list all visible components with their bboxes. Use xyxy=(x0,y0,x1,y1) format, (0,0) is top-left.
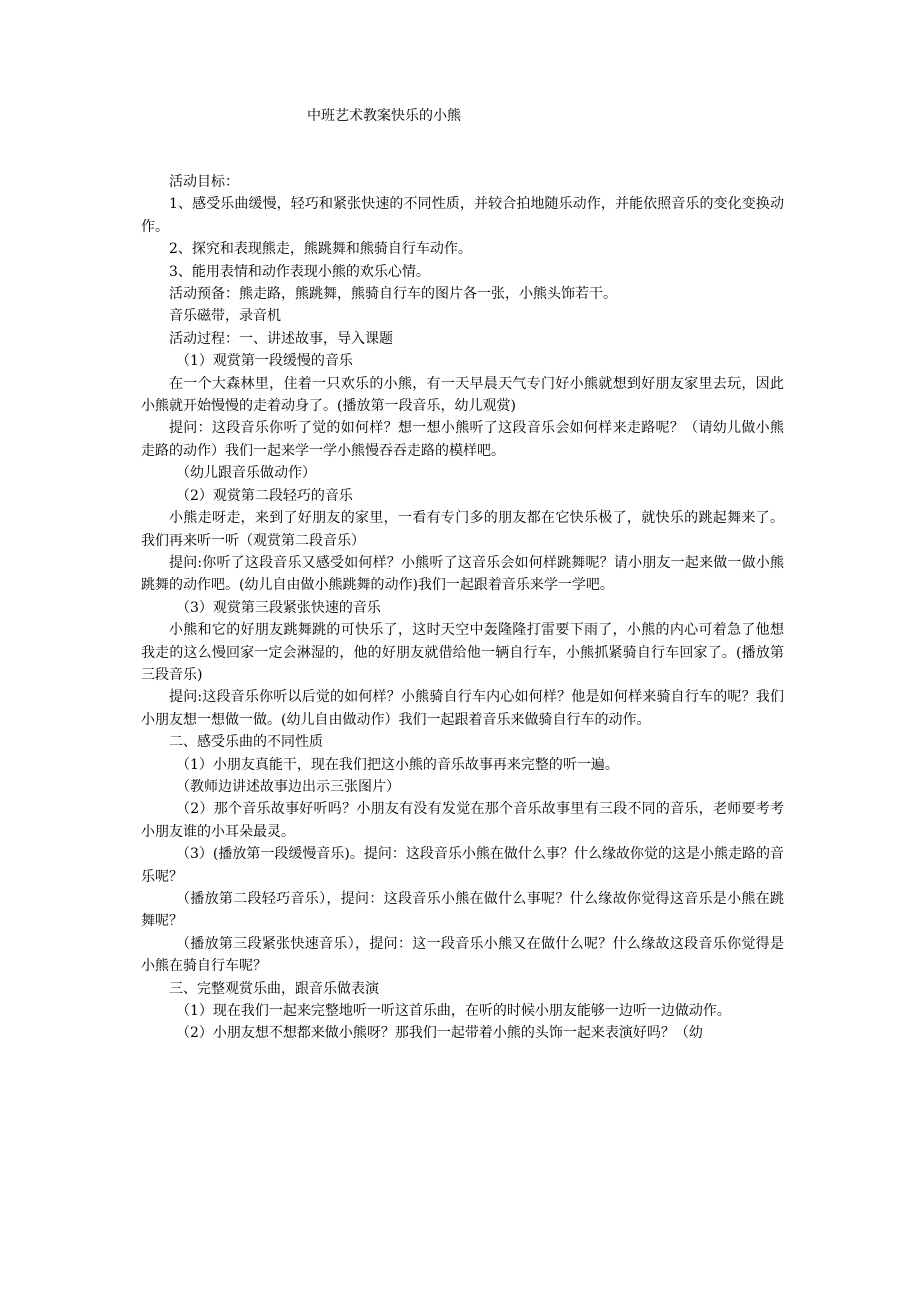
paragraph: 提问:这段音乐你听以后觉的如何样？小熊骑自行车内心如何样？他是如何样来骑自行车的呢？我们小朋友想一想做一做。(幼儿自由做动作）我们一起跟着音乐来做骑自行车的动作。 xyxy=(141,689,784,728)
paragraph: 二、感受乐曲的不同性质 xyxy=(169,734,323,751)
document-body xyxy=(141,171,784,1045)
paragraph: （教师边讲述故事边出示三张图片） xyxy=(176,778,400,795)
document-title: 中班艺术教案快乐的小熊 xyxy=(307,108,461,124)
paragraph: 活动目标： xyxy=(169,174,239,190)
paragraph: （1）观赏第一段缓慢的音乐 xyxy=(176,353,353,370)
paragraph: （3）(播放第一段缓慢音乐)。提问：这段音乐小熊在做什么事？什么缘故你觉的这是小熊走路的音乐呢？ xyxy=(141,846,784,885)
paragraph: 小熊和它的好朋友跳舞跳的可快乐了，这时天空中轰隆隆打雷要下雨了，小熊的内心可着急了他想我走的这么慢回家一定会淋湿的，他的好朋友就借给他一辆自行车，小熊抓紧骑自行车回家了。(播放第三段音乐) xyxy=(141,622,784,683)
paragraph: （1）现在我们一起来完整地听一听这首乐曲，在听的时候小朋友能够一边听一边做动作。 xyxy=(176,1003,731,1020)
paragraph: （3）观赏第三段紧张快速的音乐 xyxy=(176,599,381,616)
paragraph: 在一个大森林里，住着一只欢乐的小熊，有一天早晨天气专门好小熊就想到好朋友家里去玩，因此小熊就开始慢慢的走着动身了。(播放第一段音乐，幼儿观赏) xyxy=(141,375,784,415)
paragraph: （2）观赏第二段轻巧的音乐 xyxy=(176,487,353,504)
paragraph: 音乐磁带，录音机 xyxy=(169,308,281,325)
paragraph: 3、能用表情和动作表现小熊的欢乐心情。 xyxy=(169,263,430,280)
paragraph: 活动过程：一、讲述故事，导入课题 xyxy=(169,330,393,347)
paragraph: 2、探究和表现熊走，熊跳舞和熊骑自行车动作。 xyxy=(169,241,472,258)
paragraph: 小熊走呀走，来到了好朋友的家里，一看有专门多的朋友都在它快乐极了，就快乐的跳起舞来了。我们再来听一听（观赏第二段音乐） xyxy=(141,510,784,549)
paragraph: （2）那个音乐故事好听吗？小朋友有没有发觉在那个音乐故事里有三段不同的音乐，老师要考考小朋友谁的小耳朵最灵。 xyxy=(141,801,784,840)
paragraph: （播放第三段紧张快速音乐），提问：这一段音乐小熊又在做什么呢？什么缘故这段音乐你觉得是小熊在骑自行车呢？ xyxy=(141,935,784,975)
paragraph: 提问：这段音乐你听了觉的如何样？想一想小熊听了这段音乐会如何样来走路呢？（请幼儿做小熊走路的动作）我们一起来学一学小熊慢吞吞走路的模样吧。 xyxy=(141,420,784,459)
paragraph: 三、完整观赏乐曲，跟音乐做表演 xyxy=(169,980,379,997)
paragraph: 活动预备：熊走路，熊跳舞，熊骑自行车的图片各一张，小熊头饰若干。 xyxy=(169,286,617,303)
paragraph: （幼儿跟音乐做动作） xyxy=(176,465,316,482)
paragraph: （2）小朋友想不想都来做小熊呀？那我们一起带着小熊的头饰一起来表演好吗？（幼 xyxy=(176,1025,703,1042)
paragraph: （播放第二段轻巧音乐），提问：这段音乐小熊在做什么事呢？什么缘故你觉得这音乐是小熊在跳舞呢？ xyxy=(141,891,784,930)
paragraph: 提问:你听了这段音乐又感受如何样？小熊听了这音乐会如何样跳舞呢？请小朋友一起来做一做小熊跳舞的动作吧。(幼儿自由做小熊跳舞的动作)我们一起跟着音乐来学一学吧。 xyxy=(141,554,784,594)
paragraph: 1、感受乐曲缓慢，轻巧和紧张快速的不同性质，并较合拍地随乐动作，并能依照音乐的变化变换动作。 xyxy=(141,196,784,235)
paragraph: （1）小朋友真能干，现在我们把这小熊的音乐故事再来完整的听一遍。 xyxy=(176,756,619,773)
